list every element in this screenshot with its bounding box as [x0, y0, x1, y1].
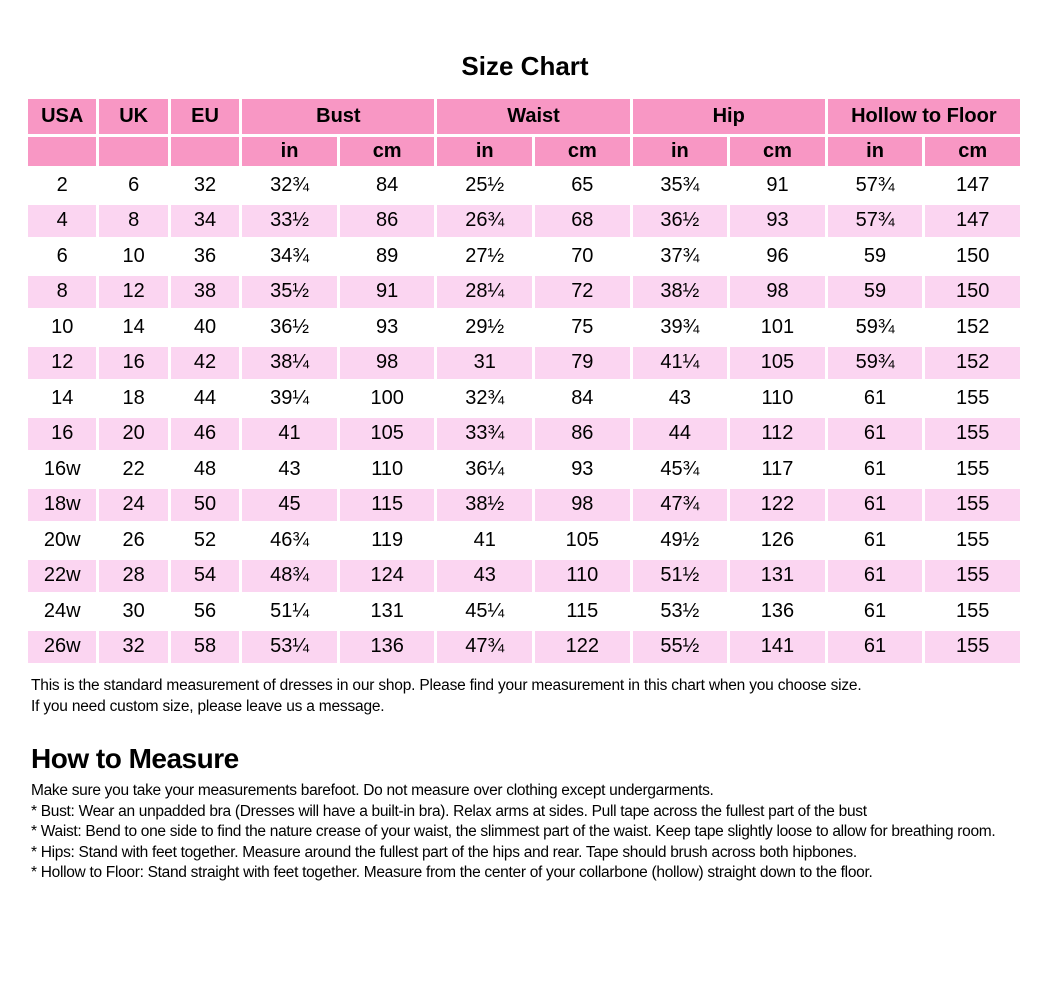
size-cell: 6	[28, 240, 96, 273]
unit-header: cm	[340, 137, 435, 166]
size-cell: 20w	[28, 524, 96, 557]
size-cell: 44	[171, 382, 239, 415]
size-cell: 61	[828, 560, 923, 593]
size-cell: 98	[730, 276, 825, 309]
size-cell: 31	[437, 347, 532, 380]
size-cell: 12	[28, 347, 96, 380]
size-cell: 27½	[437, 240, 532, 273]
size-cell: 26¾	[437, 205, 532, 238]
size-cell: 4	[28, 205, 96, 238]
size-cell: 110	[340, 453, 435, 486]
table-row	[28, 205, 1020, 238]
size-cell: 155	[925, 418, 1020, 451]
unit-header: cm	[535, 137, 630, 166]
size-cell: 44	[633, 418, 728, 451]
size-cell: 35¾	[633, 169, 728, 202]
size-cell: 61	[828, 382, 923, 415]
size-cell: 122	[535, 631, 630, 664]
size-cell: 93	[730, 205, 825, 238]
size-cell: 55½	[633, 631, 728, 664]
size-cell: 25½	[437, 169, 532, 202]
size-cell: 136	[730, 595, 825, 628]
size-cell: 18	[99, 382, 167, 415]
column-group-header: Bust	[242, 99, 434, 134]
size-cell: 39¾	[633, 311, 728, 344]
table-row	[28, 276, 1020, 309]
size-cell: 26	[99, 524, 167, 557]
size-cell: 24	[99, 489, 167, 522]
size-cell: 150	[925, 240, 1020, 273]
table-row	[28, 240, 1020, 273]
size-cell: 100	[340, 382, 435, 415]
size-chart-page	[0, 52, 1050, 884]
page-title: Size Chart	[461, 51, 589, 81]
size-cell: 136	[340, 631, 435, 664]
size-cell: 20	[99, 418, 167, 451]
size-cell: 61	[828, 489, 923, 522]
size-cell: 72	[535, 276, 630, 309]
table-row	[28, 560, 1020, 593]
size-chart-table	[25, 96, 1023, 666]
size-cell: 53¼	[242, 631, 337, 664]
size-cell: 46¾	[242, 524, 337, 557]
size-cell: 50	[171, 489, 239, 522]
size-cell: 98	[535, 489, 630, 522]
size-cell: 96	[730, 240, 825, 273]
size-cell: 38¼	[242, 347, 337, 380]
size-cell: 91	[730, 169, 825, 202]
size-cell: 16	[99, 347, 167, 380]
size-cell: 150	[925, 276, 1020, 309]
size-cell: 51½	[633, 560, 728, 593]
size-cell: 84	[535, 382, 630, 415]
size-cell: 32¾	[242, 169, 337, 202]
note-line-2: If you need custom size, please leave us a message.	[31, 698, 385, 715]
size-cell: 65	[535, 169, 630, 202]
size-cell: 35½	[242, 276, 337, 309]
measure-instruction-line: * Hips: Stand with feet together. Measure around the fullest part of the hips and rear. Tape should brush across both hipbones.	[31, 843, 857, 861]
measure-instruction-line: Make sure you take your measurements barefoot. Do not measure over clothing except undergarments.	[31, 782, 714, 799]
column-group-header: UK	[99, 99, 167, 134]
size-cell: 105	[730, 347, 825, 380]
size-cell: 24w	[28, 595, 96, 628]
size-cell: 58	[171, 631, 239, 664]
size-cell: 8	[28, 276, 96, 309]
size-cell: 124	[340, 560, 435, 593]
size-cell: 57¾	[828, 205, 923, 238]
unit-header: cm	[730, 137, 825, 166]
size-cell: 79	[535, 347, 630, 380]
size-cell: 155	[925, 524, 1020, 557]
size-cell: 40	[171, 311, 239, 344]
size-cell: 152	[925, 311, 1020, 344]
size-cell: 22w	[28, 560, 96, 593]
size-cell: 56	[171, 595, 239, 628]
size-cell: 93	[340, 311, 435, 344]
size-cell: 45¾	[633, 453, 728, 486]
size-cell: 6	[99, 169, 167, 202]
size-cell: 34¾	[242, 240, 337, 273]
size-cell: 29½	[437, 311, 532, 344]
size-cell: 12	[99, 276, 167, 309]
size-cell: 59	[828, 240, 923, 273]
size-cell: 155	[925, 382, 1020, 415]
column-group-header: USA	[28, 99, 96, 134]
size-cell: 117	[730, 453, 825, 486]
size-cell: 84	[340, 169, 435, 202]
measure-instruction-line: * Hollow to Floor: Stand straight with feet together. Measure from the center of your collarbone (hollow) straight down to the floor.	[31, 864, 873, 881]
size-table-body	[28, 169, 1020, 663]
size-cell: 45	[242, 489, 337, 522]
table-row	[28, 524, 1020, 557]
size-cell: 10	[28, 311, 96, 344]
size-cell: 93	[535, 453, 630, 486]
size-table-header	[28, 99, 1020, 166]
size-cell: 36½	[242, 311, 337, 344]
note-line-1: This is the standard measurement of dresses in our shop. Please find your measurement in this chart when you choose size.	[31, 677, 862, 694]
size-cell: 54	[171, 560, 239, 593]
table-row	[28, 489, 1020, 522]
size-cell: 37¾	[633, 240, 728, 273]
column-group-header: Waist	[437, 99, 629, 134]
size-cell: 41¼	[633, 347, 728, 380]
size-cell: 41	[437, 524, 532, 557]
size-cell: 48	[171, 453, 239, 486]
size-cell: 39¼	[242, 382, 337, 415]
table-row	[28, 311, 1020, 344]
size-cell: 43	[437, 560, 532, 593]
unit-header: in	[437, 137, 532, 166]
size-cell: 155	[925, 595, 1020, 628]
size-cell: 47¾	[437, 631, 532, 664]
size-cell: 59¾	[828, 311, 923, 344]
size-cell: 38½	[633, 276, 728, 309]
size-cell: 10	[99, 240, 167, 273]
header-group-row	[28, 99, 1020, 134]
size-cell: 32	[99, 631, 167, 664]
unit-header: in	[828, 137, 923, 166]
size-cell: 155	[925, 560, 1020, 593]
size-cell: 152	[925, 347, 1020, 380]
size-cell: 38	[171, 276, 239, 309]
size-cell: 61	[828, 524, 923, 557]
size-cell: 36	[171, 240, 239, 273]
size-cell: 33¾	[437, 418, 532, 451]
size-cell: 68	[535, 205, 630, 238]
size-cell: 8	[99, 205, 167, 238]
table-row	[28, 453, 1020, 486]
size-cell: 28¼	[437, 276, 532, 309]
size-cell: 98	[340, 347, 435, 380]
unit-header	[99, 137, 167, 166]
size-cell: 34	[171, 205, 239, 238]
how-to-measure-list	[31, 781, 1035, 884]
size-cell: 22	[99, 453, 167, 486]
size-cell: 101	[730, 311, 825, 344]
size-cell: 75	[535, 311, 630, 344]
size-cell: 105	[340, 418, 435, 451]
size-cell: 70	[535, 240, 630, 273]
size-cell: 119	[340, 524, 435, 557]
size-cell: 51¼	[242, 595, 337, 628]
size-cell: 86	[340, 205, 435, 238]
size-cell: 30	[99, 595, 167, 628]
size-cell: 42	[171, 347, 239, 380]
column-group-header: Hip	[633, 99, 825, 134]
size-cell: 147	[925, 205, 1020, 238]
size-cell: 89	[340, 240, 435, 273]
size-cell: 61	[828, 595, 923, 628]
measure-instruction-line: * Bust: Wear an unpadded bra (Dresses will have a built-in bra). Relax arms at sides. Pull tape across the fullest part of the bust	[31, 802, 867, 820]
table-row	[28, 169, 1020, 202]
size-cell: 147	[925, 169, 1020, 202]
unit-header	[171, 137, 239, 166]
size-cell: 91	[340, 276, 435, 309]
size-cell: 47¾	[633, 489, 728, 522]
table-row	[28, 347, 1020, 380]
size-cell: 18w	[28, 489, 96, 522]
header-unit-row	[28, 137, 1020, 166]
how-to-measure-heading: How to Measure	[31, 743, 239, 774]
size-cell: 14	[28, 382, 96, 415]
unit-header: in	[633, 137, 728, 166]
size-cell: 32	[171, 169, 239, 202]
table-row	[28, 631, 1020, 664]
table-row	[28, 382, 1020, 415]
notes	[31, 675, 1050, 717]
table-row	[28, 418, 1020, 451]
size-cell: 57¾	[828, 169, 923, 202]
size-cell: 33½	[242, 205, 337, 238]
size-cell: 131	[340, 595, 435, 628]
size-cell: 43	[242, 453, 337, 486]
size-cell: 131	[730, 560, 825, 593]
size-cell: 36¼	[437, 453, 532, 486]
unit-header	[28, 137, 96, 166]
measure-instruction-line: * Waist: Bend to one side to find the nature crease of your waist, the slimmest part of the waist. Keep tape slightly loose to allow for breathing room.	[31, 823, 996, 840]
size-cell: 14	[99, 311, 167, 344]
column-group-header: Hollow to Floor	[828, 99, 1020, 134]
size-cell: 46	[171, 418, 239, 451]
size-cell: 38½	[437, 489, 532, 522]
size-cell: 48¾	[242, 560, 337, 593]
size-cell: 110	[730, 382, 825, 415]
size-cell: 41	[242, 418, 337, 451]
unit-header: cm	[925, 137, 1020, 166]
size-cell: 28	[99, 560, 167, 593]
size-cell: 155	[925, 631, 1020, 664]
size-cell: 122	[730, 489, 825, 522]
size-cell: 52	[171, 524, 239, 557]
size-cell: 155	[925, 489, 1020, 522]
size-cell: 59¾	[828, 347, 923, 380]
column-group-header: EU	[171, 99, 239, 134]
size-cell: 115	[535, 595, 630, 628]
size-cell: 110	[535, 560, 630, 593]
size-cell: 32¾	[437, 382, 532, 415]
size-cell: 61	[828, 418, 923, 451]
size-cell: 36½	[633, 205, 728, 238]
size-cell: 141	[730, 631, 825, 664]
size-cell: 61	[828, 453, 923, 486]
size-cell: 59	[828, 276, 923, 309]
size-cell: 126	[730, 524, 825, 557]
size-cell: 155	[925, 453, 1020, 486]
unit-header: in	[242, 137, 337, 166]
size-cell: 16w	[28, 453, 96, 486]
size-cell: 86	[535, 418, 630, 451]
size-cell: 61	[828, 631, 923, 664]
size-cell: 115	[340, 489, 435, 522]
size-cell: 53½	[633, 595, 728, 628]
size-cell: 45¼	[437, 595, 532, 628]
size-cell: 43	[633, 382, 728, 415]
size-cell: 26w	[28, 631, 96, 664]
size-cell: 16	[28, 418, 96, 451]
size-cell: 2	[28, 169, 96, 202]
size-cell: 49½	[633, 524, 728, 557]
size-cell: 112	[730, 418, 825, 451]
table-row	[28, 595, 1020, 628]
size-cell: 105	[535, 524, 630, 557]
